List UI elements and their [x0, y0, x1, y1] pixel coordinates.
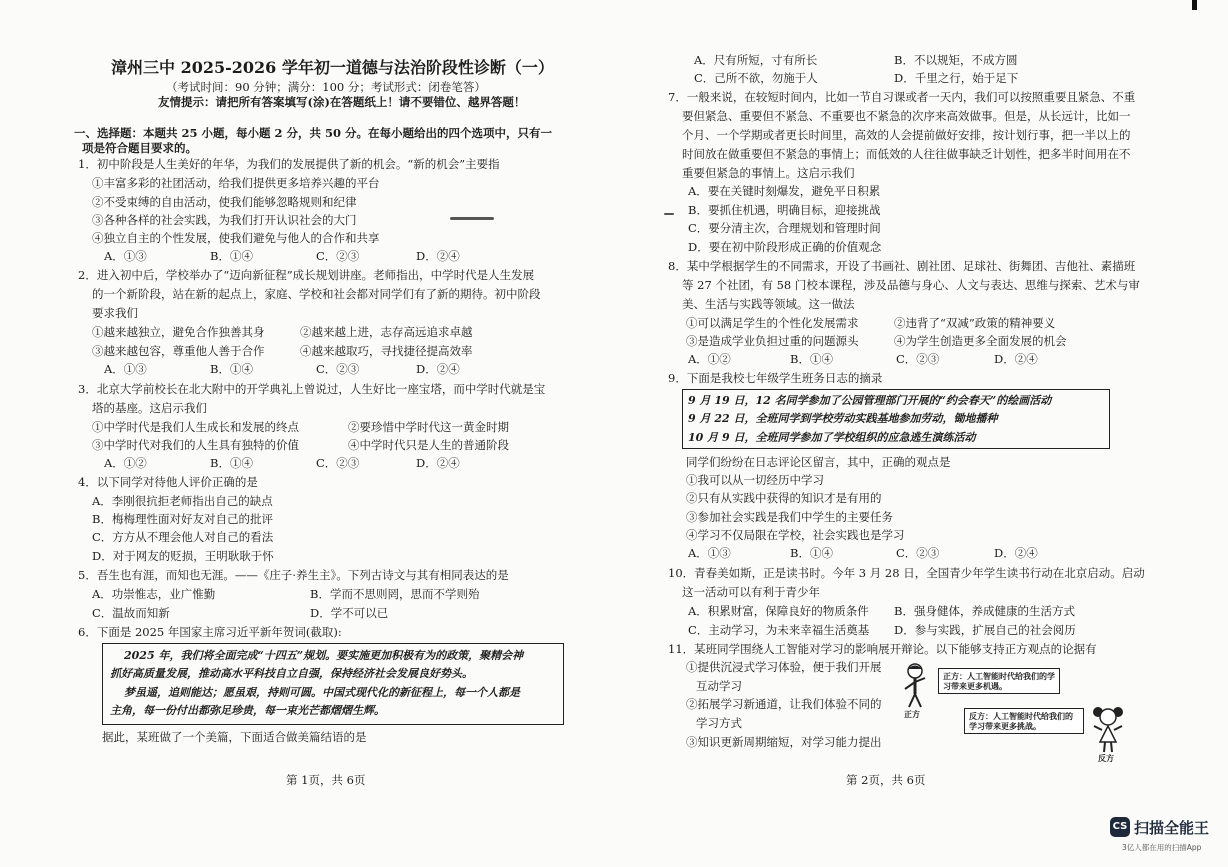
log-entry: 10 月 9 日，全班同学参加了学校组织的应急逃生演练活动: [688, 431, 976, 444]
option-b: B．不以规矩，不成方圆: [894, 53, 1018, 67]
option-a: A．①③: [104, 362, 147, 376]
statement: ②违背了“双减”政策的精神要义: [894, 316, 1056, 330]
pro-speech-bubble: 正方：人工智能时代给我们的学习带来更多机遇。: [938, 668, 1060, 694]
option-a: A．积累财富，保障良好的物质条件: [688, 604, 869, 618]
option-b: B．①④: [790, 352, 833, 366]
page-number: 第 2页，共 6页: [846, 773, 926, 787]
exam-title: 漳州三中 2025-2026 学年初一道德与法治阶段性诊断（一）: [111, 58, 554, 77]
statement: ①提供沉浸式学习体验，便于我们开展: [686, 660, 882, 674]
statement: ①可以满足学生的个性化发展需求: [686, 316, 859, 330]
question-stem-cont: 个月、一个学期或者更长时间里，高效的人会提前做好安排，按计划行事，把一半以上的: [682, 128, 1131, 142]
quote-line: 梦虽遥，追则能达；愿虽艰，持则可圆。中国式现代化的新征程上，每一个人都是: [124, 686, 520, 699]
log-entry: 9 月 22 日，全班同学到学校劳动实践基地参加劳动，锄地播种: [688, 412, 998, 425]
statement: ②不受束缚的自由活动，使我们能够忽略规则和纪律: [92, 195, 357, 209]
statement: ④中学时代只是人生的普通阶段: [348, 438, 509, 452]
option-c: C．②③: [316, 249, 360, 263]
quote-line: 抓好高质量发展，推动高水平科技自立自强，保持经济社会发展良好势头。: [110, 667, 473, 680]
option-d: D．参与实践，扩展自己的社会阅历: [894, 623, 1076, 637]
pro-label: 正方: [904, 709, 920, 719]
option-c: C．②③: [316, 456, 360, 470]
option-d: D．②④: [416, 456, 460, 470]
option-d: D．②④: [416, 362, 460, 376]
pro-student-figure: [900, 662, 930, 710]
question-stem-cont: 这一活动可以有利于青少年: [682, 585, 820, 599]
question-stem: 6．下面是 2025 年国家主席习近平新年贺词(截取):: [78, 625, 342, 639]
statement: ④独立自主的个性发展，使我们避免与他人的合作和共享: [92, 231, 380, 245]
scan-mark: [450, 217, 494, 220]
option-b: B．①④: [210, 456, 253, 470]
reminder: 友情提示：请把所有答案填写(涂)在答题纸上！请不要错位、越界答题！: [158, 95, 526, 109]
page-1: [74, 0, 583, 867]
page-number: 第 1页，共 6页: [286, 773, 366, 787]
question-stem-cont: 的一个新阶段，站在新的起点上，家庭、学校和社会都对同学们有了新的期待。初中阶段: [92, 287, 541, 301]
statement-cont: 互动学习: [696, 679, 742, 693]
option-b: B．①④: [210, 249, 253, 263]
log-entry: 9 月 19 日，12 名同学参加了公园管理部门开展的“约会春天”的绘画活动: [688, 394, 1052, 407]
statement: ①越来越独立，避免合作独善其身: [92, 325, 265, 339]
question-stem-cont: 同学们纷纷在日志评论区留言，其中，正确的观点是: [686, 455, 951, 469]
option-a: A．功崇惟志，业广惟勤: [92, 587, 216, 601]
quote-line: 主角，每一份付出都弥足珍贵，每一束光芒都熠熠生辉。: [110, 704, 385, 717]
option-a: A．①②: [104, 456, 147, 470]
question-stem: 2．进入初中后，学校举办了“迈向新征程”成长规划讲座。老师指出，中学时代是人生发展: [78, 268, 535, 282]
statement: ①我可以从一切经历中学习: [686, 473, 824, 487]
question-stem: 5．吾生也有涯，而知也无涯。——《庄子·养生主》。下列古诗文与其有相同表达的是: [78, 568, 509, 582]
option-c: C．要分清主次，合理规划和管理时间: [688, 221, 881, 235]
statement: ②越来越上进，志存高远追求卓越: [300, 325, 473, 339]
option-c: C．②③: [896, 546, 940, 560]
statement: ③知识更新周期缩短，对学习能力提出: [686, 735, 882, 749]
option-c: C．主动学习，为未来幸福生活奠基: [688, 623, 870, 637]
question-stem-cont: 据此，某班做了一个美篇，下面适合做美篇结语的是: [102, 730, 367, 744]
con-label: 反方: [1098, 753, 1114, 763]
option-c: C．②③: [316, 362, 360, 376]
question-stem: 7．一般来说，在较短时间内，比如一节自习课或者一天内，我们可以按照重要且紧急、不重: [668, 90, 1136, 104]
statement-cont: 学习方式: [696, 716, 742, 730]
option-b: B．①④: [790, 546, 833, 560]
option-d: D．对于网友的贬损，王明耿耿于怀: [92, 549, 274, 563]
option-d: D．②④: [416, 249, 460, 263]
question-stem: 8．某中学根据学生的不同需求，开设了书画社、剧社团、足球社、街舞团、吉他社、素描班: [668, 259, 1136, 273]
watermark-name: 扫描全能王: [1134, 819, 1210, 837]
question-stem: 9．下面是我校七年级学生班务日志的摘录: [668, 371, 883, 385]
option-a: A．①②: [688, 352, 731, 366]
option-d: D．要在初中阶段形成正确的价值观念: [688, 240, 882, 254]
statement: ③越来越包容，尊重他人善于合作: [92, 344, 265, 358]
option-b: B．强身健体，养成健康的生活方式: [894, 604, 1075, 618]
con-student-figure: [1090, 704, 1126, 754]
question-stem-cont: 要求我们: [92, 306, 138, 320]
statement: ③各种各样的社会实践，为我们打开认识社会的大门: [92, 213, 357, 227]
option-b: B．要抓住机遇，明确目标，迎接挑战: [688, 203, 881, 217]
option-b: B．①④: [210, 362, 253, 376]
question-stem-cont: 塔的基座。这启示我们: [92, 401, 207, 415]
statement: ②只有从实践中获得的知识才是有用的: [686, 491, 882, 505]
statement: ③参加社会实践是我们中学生的主要任务: [686, 510, 893, 524]
option-c: C．温故而知新: [92, 606, 170, 620]
camscanner-logo-icon: CS: [1110, 817, 1130, 837]
option-d: D．学不可以已: [310, 606, 389, 620]
page-2: [668, 0, 1145, 867]
statement: ④越来越取巧，寻找捷径提高效率: [300, 344, 473, 358]
statement: ④学习不仅局限在学校，社会实践也是学习: [686, 528, 905, 542]
question-stem: 11．某班同学围绕人工智能对学习的影响展开辩论。以下能够支持正方观点的论据有: [668, 642, 1097, 656]
option-d: D．②④: [994, 352, 1038, 366]
question-stem-cont: 要但紧急、重要但不紧急、不重要也不紧急的次序来高效做事。但是，从长远计，比如一: [682, 109, 1131, 123]
scanner-watermark: [1110, 815, 1214, 855]
question-stem-cont: 美、生活与实践等领域。这一做法: [682, 297, 855, 311]
section-heading: 一、选择题：本题共 25 小题，每小题 2 分，共 50 分。在每小题给出的四个选项中，只有一: [74, 126, 553, 140]
option-d: D．②④: [994, 546, 1038, 560]
scan-edge-mark: [1192, 0, 1197, 10]
option-a: A．要在关键时刻爆发，避免平日积累: [688, 184, 881, 198]
watermark-tagline: 3亿人都在用的扫描App: [1122, 843, 1202, 852]
con-speech-bubble: 反方：人工智能时代给我们的学习带来更多挑战。: [964, 708, 1084, 734]
question-stem-cont: 时间放在做重要但不紧急的事情上；而低效的人往往做事缺乏计划性，把多半时间用在不: [682, 147, 1131, 161]
option-c: C．己所不欲，勿施于人: [694, 71, 818, 85]
option-b: B．学而不思则罔，思而不学则殆: [310, 587, 480, 601]
statement: ④为学生创造更多全面发展的机会: [894, 334, 1067, 348]
option-b: B．梅梅理性面对好友对自己的批评: [92, 512, 273, 526]
question-stem: 4．以下同学对待他人评价正确的是: [78, 475, 258, 489]
scan-mark: [664, 213, 674, 215]
exam-info: （考试时间：90 分钟；满分：100 分；考试形式：闭卷笔答）: [166, 80, 486, 94]
option-d: D．千里之行，始于足下: [894, 71, 1019, 85]
option-c: C．方方从不理会他人对自己的看法: [92, 530, 274, 544]
statement: ①中学时代是我们人生成长和发展的终点: [92, 420, 299, 434]
statement: ②要珍惜中学时代这一黄金时期: [348, 420, 509, 434]
statement: ①丰富多彩的社团活动，给我们提供更多培养兴趣的平台: [92, 176, 380, 190]
statement: ②拓展学习新通道，让我们体验不同的: [686, 697, 882, 711]
statement: ③中学时代对我们的人生具有独特的价值: [92, 438, 299, 452]
question-stem: 3．北京大学前校长在北大附中的开学典礼上曾说过，人生好比一座宝塔，而中学时代就是宝: [78, 382, 546, 396]
option-a: A．李刚很抗拒老师指出自己的缺点: [92, 494, 273, 508]
question-stem-cont: 重要但紧急的事情上。这启示我们: [682, 166, 855, 180]
option-a: A．①③: [688, 546, 731, 560]
option-a: A．①③: [104, 249, 147, 263]
question-stem-cont: 等 27 个社团，有 58 门校本课程，涉及品德与身心、人文与表达、思维与探索、艺术与审: [682, 278, 1140, 292]
option-a: A．尺有所短，寸有所长: [694, 53, 818, 67]
section-heading-cont: 项是符合题目要求的。: [82, 141, 197, 155]
question-stem: 10．青春美如斯，正是读书时。今年 3 月 28 日，全国青少年学生读书行动在北京启动。启动: [668, 566, 1145, 580]
statement: ③是造成学业负担过重的问题源头: [686, 334, 859, 348]
question-stem: 1．初中阶段是人生美好的年华，为我们的发展提供了新的机会。“新的机会”主要指: [78, 157, 500, 171]
option-c: C．②③: [896, 352, 940, 366]
quote-line: 2025 年，我们将全面完成“十四五”规划。要实施更加积极有为的政策，聚精会神: [124, 649, 524, 662]
